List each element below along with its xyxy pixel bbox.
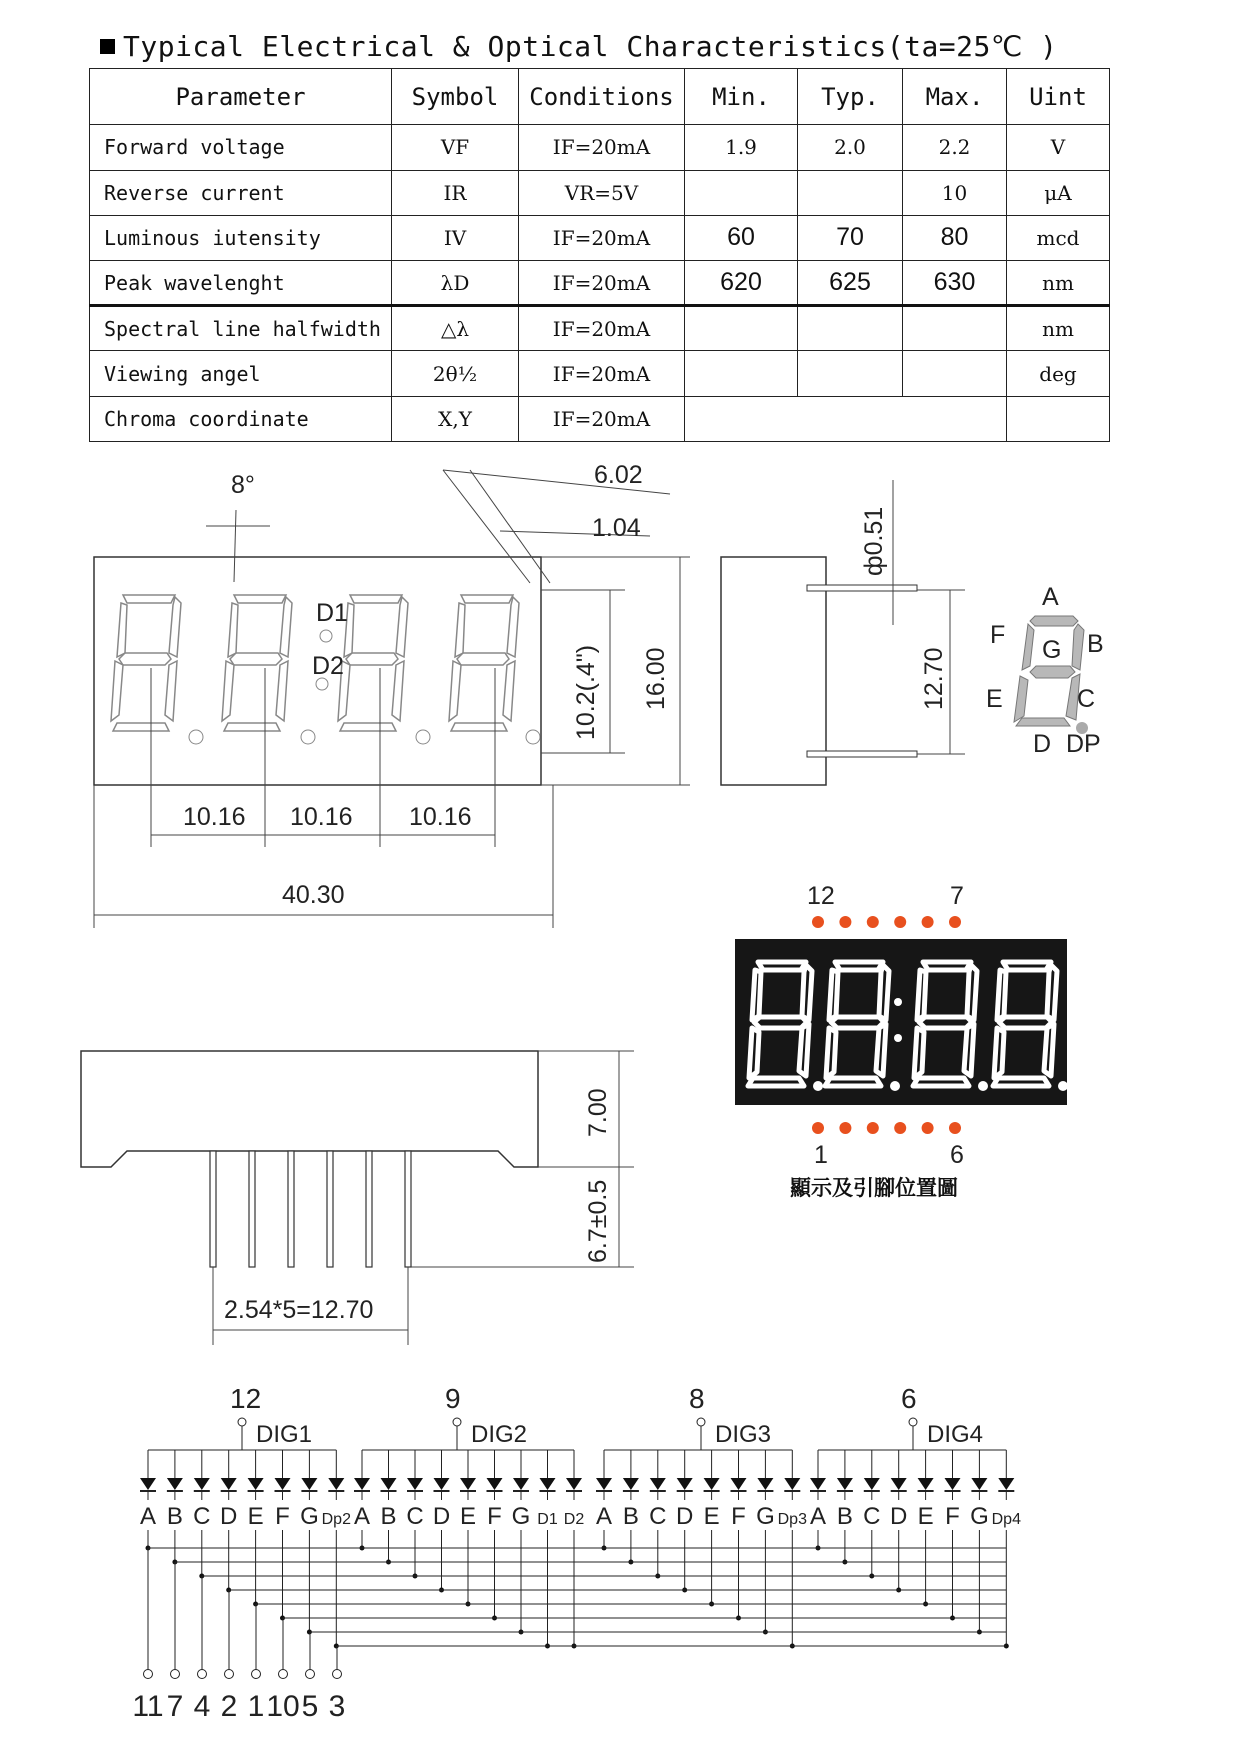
digit-outline: [111, 595, 181, 731]
segment-pin-label: F: [275, 1503, 290, 1530]
pin-terminal: [144, 1670, 153, 1679]
segment-pin-label: A: [809, 1503, 827, 1530]
led-diode-icon: [487, 1478, 503, 1490]
table-cell: Chroma coordinate: [90, 396, 392, 441]
bottom-view-body: [81, 1051, 538, 1167]
led-diode-icon: [971, 1478, 987, 1490]
led-diode-icon: [221, 1478, 237, 1490]
segment-pin-label: B: [380, 1503, 397, 1530]
table-cell: V: [1007, 125, 1110, 170]
table-cell: μA: [1007, 170, 1110, 215]
pin-terminal: [306, 1670, 315, 1679]
led-diode-icon: [513, 1478, 529, 1490]
segment-label-g: G: [1042, 636, 1062, 664]
segment-pin-label: G: [300, 1503, 319, 1530]
bottom-pin-number: 7: [166, 1690, 184, 1723]
table-cell: 630: [903, 261, 1007, 306]
led-diode-icon: [677, 1478, 693, 1490]
led-diode-icon: [731, 1478, 747, 1490]
display-pinout: [735, 882, 1068, 1169]
header-cell: Conditions: [519, 69, 685, 125]
led-diode-icon: [407, 1478, 423, 1490]
pin-terminal: [225, 1670, 234, 1679]
segment-pin-label: D2: [563, 1511, 585, 1528]
d2-label: D2: [312, 652, 344, 680]
table-cell: 1.9: [685, 125, 798, 170]
led-diode-icon: [381, 1478, 397, 1490]
segment-label-c: C: [1077, 685, 1096, 713]
led-diode-icon: [328, 1478, 344, 1490]
table-cell: 2.2: [903, 125, 1007, 170]
bottom-pin-number: 1: [247, 1690, 265, 1723]
digit-name: DIG4: [927, 1421, 984, 1448]
table-cell: IF=20mA: [519, 351, 685, 396]
table-cell: IF=20mA: [519, 396, 685, 441]
led-diode-icon: [248, 1478, 264, 1490]
led-diode-icon: [757, 1478, 773, 1490]
pin-terminal: [198, 1670, 207, 1679]
decimal-point: [416, 730, 430, 744]
segment-pin-label: E: [459, 1503, 477, 1530]
pin-dot: [839, 916, 851, 928]
bottom-pin-number: 10: [266, 1690, 300, 1723]
pin-dot: [949, 1122, 961, 1134]
segment-pin-label: F: [731, 1503, 746, 1530]
table-cell: 2θ½: [392, 351, 519, 396]
header-cell: Max.: [903, 69, 1007, 125]
pin-lead: [807, 585, 917, 591]
circuit-diagram: [132, 1383, 1021, 1723]
led-diode-icon: [275, 1478, 291, 1490]
digit-pin-number: 9: [445, 1383, 461, 1414]
dim-67: 6.7±0.5: [584, 1179, 612, 1263]
front-view: [94, 461, 690, 928]
table-cell: X,Y: [392, 396, 519, 441]
lit-decimal-point: [978, 1081, 988, 1091]
lit-decimal-point: [813, 1081, 823, 1091]
segment-pin-label: C: [193, 1503, 211, 1530]
segment-pin-label: B: [622, 1503, 639, 1530]
led-diode-icon: [167, 1478, 183, 1490]
pin-dot: [867, 916, 879, 928]
table-cell: 2.0: [798, 125, 903, 170]
anode-terminal: [909, 1418, 917, 1426]
segment-label-b: B: [1087, 630, 1104, 658]
segment-pin-label: D: [432, 1503, 451, 1530]
bottom-pin-number: 5: [301, 1690, 319, 1723]
bottom-pin-number: 4: [193, 1690, 211, 1723]
table-cell: VF: [392, 125, 519, 170]
dim-1600: 16.00: [642, 647, 670, 710]
side-view: [721, 480, 965, 785]
table-cell: nm: [1007, 306, 1110, 351]
segment-pin-label: E: [917, 1503, 934, 1530]
segment-pin-label: A: [595, 1503, 613, 1530]
digit-name: DIG1: [256, 1421, 313, 1448]
title-text: Typical Electrical & Optical Characteristics(ta=25℃ ): [123, 30, 1058, 63]
anode-terminal: [238, 1418, 246, 1426]
led-diode-icon: [540, 1478, 556, 1490]
dim-700: 7.00: [584, 1088, 612, 1137]
dim-602: 6.02: [594, 461, 643, 489]
dim-1016a: 10.16: [183, 803, 246, 831]
table-cell: VR=5V: [519, 170, 685, 215]
segment-g: [1030, 666, 1075, 678]
pin-terminal: [252, 1670, 261, 1679]
bottom-pin-number: 3: [328, 1690, 346, 1723]
led-diode-icon: [650, 1478, 666, 1490]
segment-pin-label: D: [676, 1503, 694, 1530]
pin-lead: [327, 1151, 333, 1267]
segment-pin-label: A: [353, 1503, 371, 1530]
header-cell: Uint: [1007, 69, 1110, 125]
segment-pin-label: E: [247, 1503, 264, 1530]
led-diode-icon: [945, 1478, 961, 1490]
segment-pin-label: B: [836, 1503, 853, 1530]
table-cell: 10: [903, 170, 1007, 215]
angle-label: 8°: [231, 471, 255, 499]
segment-pin-label: Dp3: [777, 1511, 807, 1528]
pin-lead: [405, 1151, 411, 1267]
segment-a: [1030, 616, 1078, 626]
segment-pin-label: D: [890, 1503, 908, 1530]
table-cell: Luminous iutensity: [90, 215, 392, 260]
header-cell: Min.: [685, 69, 798, 125]
pin-dot: [812, 1122, 824, 1134]
pin-dot: [922, 916, 934, 928]
led-diode-icon: [194, 1478, 210, 1490]
table-cell: nm: [1007, 261, 1110, 306]
led-diode-icon: [596, 1478, 612, 1490]
table-cell: IF=20mA: [519, 125, 685, 170]
segment-e: [1014, 676, 1028, 722]
table-cell: 70: [798, 215, 903, 260]
segment-d: [1016, 718, 1070, 726]
digit-name: DIG2: [471, 1421, 528, 1448]
segment-pin-label: Dp2: [321, 1511, 351, 1528]
table-cell: Forward voltage: [90, 125, 392, 170]
segment-label-f: F: [990, 621, 1006, 649]
header-cell: Symbol: [392, 69, 519, 125]
table-cell: 620: [685, 261, 798, 306]
led-diode-icon: [704, 1478, 720, 1490]
led-diode-icon: [918, 1478, 934, 1490]
header-cell: Parameter: [90, 69, 392, 125]
pin-dot: [867, 1122, 879, 1134]
table-cell: Reverse current: [90, 170, 392, 215]
led-diode-icon: [623, 1478, 639, 1490]
table-cell: IF=20mA: [519, 261, 685, 306]
led-diode-icon: [566, 1478, 582, 1490]
pin-lead: [249, 1151, 255, 1267]
decimal-point: [189, 730, 203, 744]
table-cell: 80: [903, 215, 1007, 260]
pin-dot: [839, 1122, 851, 1134]
dim-phi: ф0.51: [860, 506, 888, 576]
segment-pin-label: C: [863, 1503, 881, 1530]
pin-lead: [366, 1151, 372, 1267]
pin-label-top-right: 7: [950, 882, 964, 910]
lit-decimal-point: [1058, 1081, 1068, 1091]
led-diode-icon: [864, 1478, 880, 1490]
table-cell: IF=20mA: [519, 306, 685, 351]
dim-1016b: 10.16: [290, 803, 353, 831]
table-cell: λD: [392, 261, 519, 306]
segment-pin-label: E: [703, 1503, 720, 1530]
anode-terminal: [453, 1418, 461, 1426]
table-cell: IV: [392, 215, 519, 260]
lit-colon-dot: [894, 1034, 902, 1042]
segment-pin-label: D1: [537, 1511, 558, 1528]
segment-pin-label: Dp4: [991, 1511, 1021, 1528]
table-cell: mcd: [1007, 215, 1110, 260]
pin-label-bottom-left: 1: [814, 1141, 828, 1169]
digit-pin-number: 8: [689, 1383, 705, 1414]
pin-terminal: [279, 1670, 288, 1679]
header-cell: Typ.: [798, 69, 903, 125]
lit-colon-dot: [894, 998, 902, 1006]
d1-label: D1: [316, 599, 348, 627]
decimal-point: [301, 730, 315, 744]
table-cell: Peak wavelenght: [90, 261, 392, 306]
segment-pin-label: G: [756, 1503, 775, 1530]
led-diode-icon: [434, 1478, 450, 1490]
pin-dot: [812, 916, 824, 928]
led-diode-icon: [810, 1478, 826, 1490]
segment-label-d: D: [1033, 730, 1052, 758]
colon-dot: [320, 630, 332, 642]
table-cell: deg: [1007, 351, 1110, 396]
bottom-pin-number: 11: [132, 1690, 164, 1723]
bottom-pin-number: 2: [220, 1690, 238, 1723]
led-diode-icon: [140, 1478, 156, 1490]
pin-dot: [894, 916, 906, 928]
dim-104: 1.04: [592, 514, 641, 542]
table-cell: IF=20mA: [519, 215, 685, 260]
segment-legend: [986, 583, 1104, 758]
segment-pin-label: F: [945, 1503, 960, 1530]
digit-outline: [338, 595, 408, 731]
pin-label-bottom-right: 6: [950, 1141, 964, 1169]
table-cell: Viewing angel: [90, 351, 392, 396]
led-diode-icon: [784, 1478, 800, 1490]
dim-4030: 40.30: [282, 881, 345, 909]
digit-name: DIG3: [715, 1421, 772, 1448]
decimal-point: [526, 730, 540, 744]
led-diode-icon: [891, 1478, 907, 1490]
dim-1270: 12.70: [920, 647, 948, 710]
dim-pitch: 2.54*5=12.70: [224, 1296, 374, 1324]
digit-pin-number: 12: [230, 1383, 262, 1414]
segment-pin-label: C: [649, 1503, 667, 1530]
display-caption: 顯示及引腳位置圖: [790, 1176, 958, 1200]
segment-b: [1072, 624, 1084, 670]
pin-dot: [949, 916, 961, 928]
led-diode-icon: [998, 1478, 1014, 1490]
led-diode-icon: [460, 1478, 476, 1490]
pin-terminal: [171, 1670, 180, 1679]
pin-lead: [807, 751, 917, 757]
digit-outline: [449, 595, 519, 731]
dim-102: 10.2(.4"): [572, 644, 600, 740]
led-diode-icon: [301, 1478, 317, 1490]
digit-outline: [222, 595, 292, 731]
pin-lead: [288, 1151, 294, 1267]
segment-pin-label: G: [511, 1503, 531, 1530]
segment-pin-label: A: [139, 1503, 157, 1530]
segment-pin-label: F: [487, 1503, 502, 1530]
segment-pin-label: B: [166, 1503, 183, 1530]
pin-label-top-left: 12: [807, 882, 835, 910]
pin-dot: [922, 1122, 934, 1134]
segment-pin-label: C: [406, 1503, 424, 1530]
led-diode-icon: [837, 1478, 853, 1490]
segment-label-e: E: [986, 685, 1003, 713]
anode-terminal: [697, 1418, 705, 1426]
lit-decimal-point: [890, 1081, 900, 1091]
pin-terminal: [333, 1670, 342, 1679]
dim-1016c: 10.16: [409, 803, 472, 831]
table-cell: 60: [685, 215, 798, 260]
table-cell: IR: [392, 170, 519, 215]
digit-pin-number: 6: [901, 1383, 917, 1414]
segment-pin-label: G: [970, 1503, 989, 1530]
table-cell: △λ: [392, 306, 519, 351]
pin-dot: [894, 1122, 906, 1134]
bottom-view: [81, 1051, 634, 1345]
pin-lead: [210, 1151, 216, 1267]
segment-f: [1022, 624, 1034, 670]
segment-label-a: A: [1042, 583, 1059, 611]
segment-label-dp: DP: [1066, 730, 1101, 758]
segment-pin-label: D: [220, 1503, 238, 1530]
table-cell: 625: [798, 261, 903, 306]
led-diode-icon: [354, 1478, 370, 1490]
table-cell: Spectral line halfwidth: [90, 306, 392, 351]
